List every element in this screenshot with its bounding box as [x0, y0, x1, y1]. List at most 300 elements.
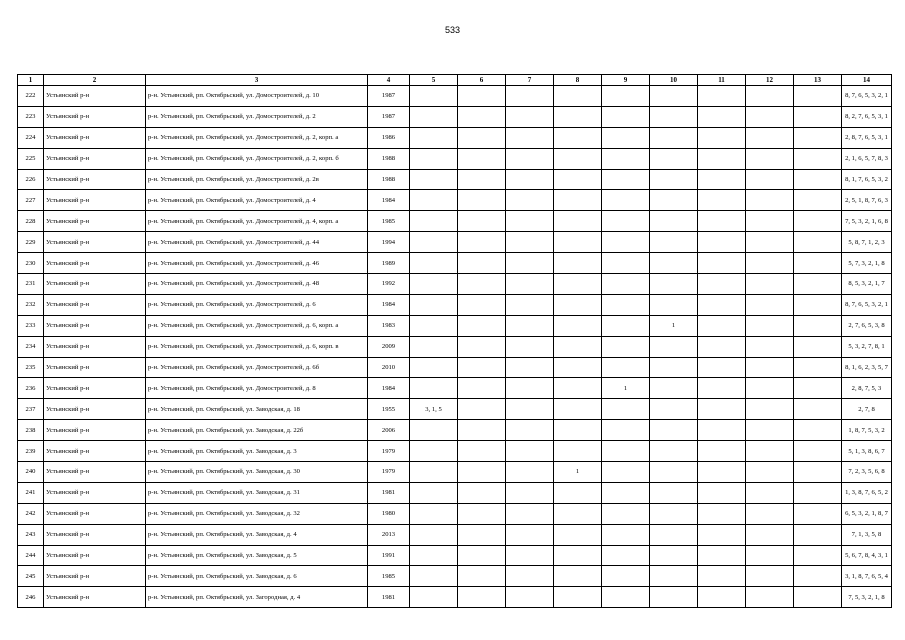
column-6-cell	[458, 462, 506, 483]
column-6-cell	[458, 524, 506, 545]
column-8-cell	[554, 148, 602, 169]
column-13-cell	[794, 106, 842, 127]
column-9-cell	[602, 274, 650, 295]
column-5-cell: 3, 1, 5	[410, 399, 458, 420]
column-10-cell	[650, 587, 698, 608]
column-6-cell	[458, 274, 506, 295]
column-14-cell: 5, 1, 3, 8, 6, 7	[842, 441, 892, 462]
column-10-cell	[650, 169, 698, 190]
column-10-cell: 1	[650, 315, 698, 336]
register-table	[17, 74, 892, 608]
column-11-cell	[698, 127, 746, 148]
year-cell: 1987	[368, 106, 410, 127]
column-9-cell	[602, 503, 650, 524]
column-5-cell	[410, 503, 458, 524]
column-6-cell	[458, 378, 506, 399]
address-cell: р-н. Устьянский, рп. Октябрьский, ул. Домостроителей, д. 46	[146, 253, 368, 274]
year-cell: 1979	[368, 462, 410, 483]
district-cell: Устьянский р-н	[44, 148, 146, 169]
column-7-cell	[506, 169, 554, 190]
year-cell: 1988	[368, 169, 410, 190]
row-number-cell: 234	[18, 336, 44, 357]
column-header: 14	[842, 75, 892, 86]
column-5-cell	[410, 336, 458, 357]
district-cell: Устьянский р-н	[44, 232, 146, 253]
address-cell: р-н. Устьянский, рп. Октябрьский, ул. Домостроителей, д. 4	[146, 190, 368, 211]
column-6-cell	[458, 253, 506, 274]
address-cell: р-н. Устьянский, рп. Октябрьский, ул. Заводская, д. 4	[146, 524, 368, 545]
column-7-cell	[506, 190, 554, 211]
column-9-cell	[602, 545, 650, 566]
column-12-cell	[746, 148, 794, 169]
district-cell: Устьянский р-н	[44, 294, 146, 315]
column-6-cell	[458, 190, 506, 211]
column-11-cell	[698, 169, 746, 190]
column-5-cell	[410, 127, 458, 148]
column-13-cell	[794, 566, 842, 587]
column-9-cell	[602, 86, 650, 107]
column-7-cell	[506, 482, 554, 503]
column-10-cell	[650, 503, 698, 524]
column-11-cell	[698, 420, 746, 441]
column-5-cell	[410, 587, 458, 608]
column-7-cell	[506, 503, 554, 524]
column-8-cell	[554, 441, 602, 462]
address-cell: р-н. Устьянский, рп. Октябрьский, ул. Домостроителей, д. 6, корп. а	[146, 315, 368, 336]
column-8-cell	[554, 399, 602, 420]
column-11-cell	[698, 524, 746, 545]
column-8-cell	[554, 503, 602, 524]
column-header: 4	[368, 75, 410, 86]
row-number-cell: 243	[18, 524, 44, 545]
district-cell: Устьянский р-н	[44, 106, 146, 127]
column-7-cell	[506, 86, 554, 107]
column-6-cell	[458, 106, 506, 127]
column-5-cell	[410, 378, 458, 399]
column-8-cell	[554, 545, 602, 566]
district-cell: Устьянский р-н	[44, 253, 146, 274]
row-number-cell: 222	[18, 86, 44, 107]
column-11-cell	[698, 587, 746, 608]
address-cell: р-н. Устьянский, рп. Октябрьский, ул. Заводская, д. 5	[146, 545, 368, 566]
address-cell: р-н. Устьянский, рп. Октябрьский, ул. Домостроителей, д. 10	[146, 86, 368, 107]
column-5-cell	[410, 169, 458, 190]
year-cell: 1994	[368, 232, 410, 253]
column-9-cell	[602, 441, 650, 462]
address-cell: р-н. Устьянский, рп. Октябрьский, ул. Заводская, д. 22б	[146, 420, 368, 441]
column-7-cell	[506, 232, 554, 253]
row-number-cell: 242	[18, 503, 44, 524]
column-13-cell	[794, 462, 842, 483]
column-9-cell	[602, 336, 650, 357]
address-cell: р-н. Устьянский, рп. Октябрьский, ул. Заводская, д. 31	[146, 482, 368, 503]
address-cell: р-н. Устьянский, рп. Октябрьский, ул. Заводская, д. 3	[146, 441, 368, 462]
table-row	[18, 294, 892, 315]
column-13-cell	[794, 315, 842, 336]
column-12-cell	[746, 587, 794, 608]
column-11-cell	[698, 441, 746, 462]
column-14-cell: 8, 7, 6, 5, 3, 2, 1	[842, 294, 892, 315]
column-7-cell	[506, 587, 554, 608]
address-cell: р-н. Устьянский, рп. Октябрьский, ул. Заводская, д. 6	[146, 566, 368, 587]
column-5-cell	[410, 482, 458, 503]
column-5-cell	[410, 315, 458, 336]
row-number-cell: 226	[18, 169, 44, 190]
column-12-cell	[746, 399, 794, 420]
column-7-cell	[506, 253, 554, 274]
column-9-cell	[602, 294, 650, 315]
column-8-cell	[554, 378, 602, 399]
column-13-cell	[794, 378, 842, 399]
row-number-cell: 230	[18, 253, 44, 274]
column-14-cell: 8, 2, 7, 6, 5, 3, 1	[842, 106, 892, 127]
column-5-cell	[410, 148, 458, 169]
year-cell: 1992	[368, 274, 410, 295]
column-header: 7	[506, 75, 554, 86]
column-6-cell	[458, 441, 506, 462]
row-number-cell: 238	[18, 420, 44, 441]
year-cell: 1984	[368, 190, 410, 211]
column-10-cell	[650, 462, 698, 483]
column-14-cell: 1, 8, 7, 5, 3, 2	[842, 420, 892, 441]
row-number-cell: 241	[18, 482, 44, 503]
column-14-cell: 5, 3, 2, 7, 8, 1	[842, 336, 892, 357]
column-5-cell	[410, 211, 458, 232]
column-7-cell	[506, 399, 554, 420]
column-13-cell	[794, 336, 842, 357]
column-9-cell	[602, 482, 650, 503]
table-row	[18, 378, 892, 399]
row-number-cell: 223	[18, 106, 44, 127]
table-row	[18, 566, 892, 587]
address-cell: р-н. Устьянский, рп. Октябрьский, ул. Домостроителей, д. 2	[146, 106, 368, 127]
column-11-cell	[698, 274, 746, 295]
column-9-cell	[602, 148, 650, 169]
column-11-cell	[698, 211, 746, 232]
table-row	[18, 420, 892, 441]
column-13-cell	[794, 232, 842, 253]
column-7-cell	[506, 336, 554, 357]
district-cell: Устьянский р-н	[44, 86, 146, 107]
column-12-cell	[746, 86, 794, 107]
district-cell: Устьянский р-н	[44, 503, 146, 524]
year-cell: 1979	[368, 441, 410, 462]
year-cell: 1984	[368, 378, 410, 399]
column-header: 2	[44, 75, 146, 86]
column-5-cell	[410, 420, 458, 441]
column-14-cell: 1, 3, 8, 7, 6, 5, 2	[842, 482, 892, 503]
header-row	[18, 75, 892, 86]
column-13-cell	[794, 357, 842, 378]
column-9-cell	[602, 462, 650, 483]
table-row	[18, 106, 892, 127]
district-cell: Устьянский р-н	[44, 524, 146, 545]
column-8-cell	[554, 357, 602, 378]
column-10-cell	[650, 482, 698, 503]
table-row	[18, 545, 892, 566]
column-14-cell: 2, 8, 7, 6, 5, 3, 1	[842, 127, 892, 148]
year-cell: 1983	[368, 315, 410, 336]
district-cell: Устьянский р-н	[44, 587, 146, 608]
column-12-cell	[746, 106, 794, 127]
table-row	[18, 399, 892, 420]
column-12-cell	[746, 315, 794, 336]
column-10-cell	[650, 253, 698, 274]
address-cell: р-н. Устьянский, рп. Октябрьский, ул. Домостроителей, д. 6	[146, 294, 368, 315]
column-10-cell	[650, 190, 698, 211]
column-14-cell: 5, 7, 3, 2, 1, 8	[842, 253, 892, 274]
column-11-cell	[698, 482, 746, 503]
column-header: 11	[698, 75, 746, 86]
column-header: 13	[794, 75, 842, 86]
table-row	[18, 462, 892, 483]
column-14-cell: 7, 5, 3, 2, 1, 6, 8	[842, 211, 892, 232]
column-14-cell: 2, 5, 1, 8, 7, 6, 3	[842, 190, 892, 211]
district-cell: Устьянский р-н	[44, 482, 146, 503]
column-8-cell	[554, 127, 602, 148]
column-11-cell	[698, 462, 746, 483]
district-cell: Устьянский р-н	[44, 399, 146, 420]
column-8-cell	[554, 190, 602, 211]
column-11-cell	[698, 357, 746, 378]
column-7-cell	[506, 294, 554, 315]
column-13-cell	[794, 127, 842, 148]
year-cell: 1981	[368, 587, 410, 608]
column-5-cell	[410, 462, 458, 483]
column-13-cell	[794, 274, 842, 295]
column-9-cell	[602, 106, 650, 127]
column-10-cell	[650, 86, 698, 107]
column-13-cell	[794, 441, 842, 462]
column-10-cell	[650, 545, 698, 566]
column-5-cell	[410, 566, 458, 587]
column-5-cell	[410, 545, 458, 566]
address-cell: р-н. Устьянский, рп. Октябрьский, ул. Домостроителей, д. 48	[146, 274, 368, 295]
column-12-cell	[746, 378, 794, 399]
column-7-cell	[506, 378, 554, 399]
column-header: 8	[554, 75, 602, 86]
table-row	[18, 482, 892, 503]
column-11-cell	[698, 399, 746, 420]
column-6-cell	[458, 420, 506, 441]
district-cell: Устьянский р-н	[44, 566, 146, 587]
address-cell: р-н. Устьянский, рп. Октябрьский, ул. Домостроителей, д. 6б	[146, 357, 368, 378]
column-6-cell	[458, 587, 506, 608]
column-12-cell	[746, 524, 794, 545]
row-number-cell: 229	[18, 232, 44, 253]
column-6-cell	[458, 211, 506, 232]
year-cell: 2006	[368, 420, 410, 441]
table-row	[18, 315, 892, 336]
column-9-cell	[602, 524, 650, 545]
column-6-cell	[458, 169, 506, 190]
table-row	[18, 148, 892, 169]
district-cell: Устьянский р-н	[44, 378, 146, 399]
column-9-cell	[602, 253, 650, 274]
row-number-cell: 239	[18, 441, 44, 462]
column-10-cell	[650, 399, 698, 420]
year-cell: 2009	[368, 336, 410, 357]
column-14-cell: 8, 7, 6, 5, 3, 2, 1	[842, 86, 892, 107]
column-14-cell: 6, 5, 3, 2, 1, 8, 7	[842, 503, 892, 524]
column-12-cell	[746, 566, 794, 587]
column-13-cell	[794, 587, 842, 608]
year-cell: 1985	[368, 211, 410, 232]
column-13-cell	[794, 503, 842, 524]
column-13-cell	[794, 169, 842, 190]
district-cell: Устьянский р-н	[44, 127, 146, 148]
column-5-cell	[410, 232, 458, 253]
address-cell: р-н. Устьянский, рп. Октябрьский, ул. Домостроителей, д. 2, корп. б	[146, 148, 368, 169]
address-cell: р-н. Устьянский, рп. Октябрьский, ул. Домостроителей, д. 2, корп. а	[146, 127, 368, 148]
row-number-cell: 231	[18, 274, 44, 295]
column-8-cell	[554, 566, 602, 587]
column-7-cell	[506, 441, 554, 462]
column-8-cell	[554, 106, 602, 127]
column-header: 9	[602, 75, 650, 86]
year-cell: 1986	[368, 127, 410, 148]
column-6-cell	[458, 315, 506, 336]
column-6-cell	[458, 482, 506, 503]
column-8-cell	[554, 420, 602, 441]
column-12-cell	[746, 336, 794, 357]
column-9-cell	[602, 357, 650, 378]
column-7-cell	[506, 566, 554, 587]
column-5-cell	[410, 253, 458, 274]
column-10-cell	[650, 566, 698, 587]
table-row	[18, 524, 892, 545]
table-row	[18, 211, 892, 232]
address-cell: р-н. Устьянский, рп. Октябрьский, ул. Заводская, д. 30	[146, 462, 368, 483]
column-header: 5	[410, 75, 458, 86]
column-6-cell	[458, 357, 506, 378]
district-cell: Устьянский р-н	[44, 441, 146, 462]
column-9-cell	[602, 399, 650, 420]
year-cell: 1984	[368, 294, 410, 315]
column-5-cell	[410, 294, 458, 315]
column-12-cell	[746, 441, 794, 462]
column-12-cell	[746, 253, 794, 274]
address-cell: р-н. Устьянский, рп. Октябрьский, ул. Заводская, д. 18	[146, 399, 368, 420]
column-8-cell	[554, 232, 602, 253]
column-8-cell	[554, 587, 602, 608]
column-12-cell	[746, 503, 794, 524]
column-10-cell	[650, 294, 698, 315]
column-11-cell	[698, 148, 746, 169]
column-header: 3	[146, 75, 368, 86]
column-6-cell	[458, 566, 506, 587]
column-11-cell	[698, 503, 746, 524]
column-7-cell	[506, 545, 554, 566]
year-cell: 1955	[368, 399, 410, 420]
year-cell: 1980	[368, 503, 410, 524]
column-5-cell	[410, 190, 458, 211]
address-cell: р-н. Устьянский, рп. Октябрьский, ул. Домостроителей, д. 6, корп. в	[146, 336, 368, 357]
column-5-cell	[410, 274, 458, 295]
address-cell: р-н. Устьянский, рп. Октябрьский, ул. Домостроителей, д. 8	[146, 378, 368, 399]
address-cell: р-н. Устьянский, рп. Октябрьский, ул. Заводская, д. 32	[146, 503, 368, 524]
column-12-cell	[746, 420, 794, 441]
year-cell: 1989	[368, 253, 410, 274]
column-7-cell	[506, 315, 554, 336]
column-8-cell	[554, 253, 602, 274]
column-6-cell	[458, 127, 506, 148]
column-8-cell	[554, 169, 602, 190]
column-10-cell	[650, 441, 698, 462]
column-13-cell	[794, 86, 842, 107]
column-12-cell	[746, 294, 794, 315]
column-6-cell	[458, 336, 506, 357]
row-number-cell: 228	[18, 211, 44, 232]
column-10-cell	[650, 106, 698, 127]
column-14-cell: 2, 7, 8	[842, 399, 892, 420]
column-header: 1	[18, 75, 44, 86]
column-10-cell	[650, 232, 698, 253]
district-cell: Устьянский р-н	[44, 274, 146, 295]
column-12-cell	[746, 274, 794, 295]
column-11-cell	[698, 232, 746, 253]
column-11-cell	[698, 378, 746, 399]
row-number-cell: 246	[18, 587, 44, 608]
row-number-cell: 232	[18, 294, 44, 315]
table-row	[18, 587, 892, 608]
year-cell: 2013	[368, 524, 410, 545]
column-12-cell	[746, 190, 794, 211]
row-number-cell: 233	[18, 315, 44, 336]
row-number-cell: 240	[18, 462, 44, 483]
table-row	[18, 503, 892, 524]
column-14-cell: 2, 8, 7, 5, 3	[842, 378, 892, 399]
column-8-cell	[554, 482, 602, 503]
table-row	[18, 253, 892, 274]
column-9-cell	[602, 232, 650, 253]
district-cell: Устьянский р-н	[44, 190, 146, 211]
district-cell: Устьянский р-н	[44, 420, 146, 441]
address-cell: р-н. Устьянский, рп. Октябрьский, ул. Домостроителей, д. 2в	[146, 169, 368, 190]
district-cell: Устьянский р-н	[44, 336, 146, 357]
column-9-cell: 1	[602, 378, 650, 399]
year-cell: 1985	[368, 566, 410, 587]
row-number-cell: 245	[18, 566, 44, 587]
district-cell: Устьянский р-н	[44, 462, 146, 483]
column-14-cell: 8, 5, 3, 2, 1, 7	[842, 274, 892, 295]
column-7-cell	[506, 211, 554, 232]
column-11-cell	[698, 294, 746, 315]
column-9-cell	[602, 169, 650, 190]
column-14-cell: 8, 1, 7, 6, 5, 3, 2	[842, 169, 892, 190]
column-13-cell	[794, 524, 842, 545]
address-cell: р-н. Устьянский, рп. Октябрьский, ул. Домостроителей, д. 4, корп. а	[146, 211, 368, 232]
column-8-cell	[554, 524, 602, 545]
district-cell: Устьянский р-н	[44, 169, 146, 190]
column-9-cell	[602, 587, 650, 608]
column-11-cell	[698, 190, 746, 211]
column-8-cell	[554, 274, 602, 295]
column-11-cell	[698, 106, 746, 127]
column-14-cell: 2, 7, 6, 5, 3, 8	[842, 315, 892, 336]
column-13-cell	[794, 294, 842, 315]
row-number-cell: 225	[18, 148, 44, 169]
column-13-cell	[794, 482, 842, 503]
column-12-cell	[746, 462, 794, 483]
table-row	[18, 441, 892, 462]
district-cell: Устьянский р-н	[44, 211, 146, 232]
year-cell: 1991	[368, 545, 410, 566]
column-7-cell	[506, 357, 554, 378]
column-12-cell	[746, 127, 794, 148]
column-6-cell	[458, 545, 506, 566]
column-8-cell	[554, 315, 602, 336]
